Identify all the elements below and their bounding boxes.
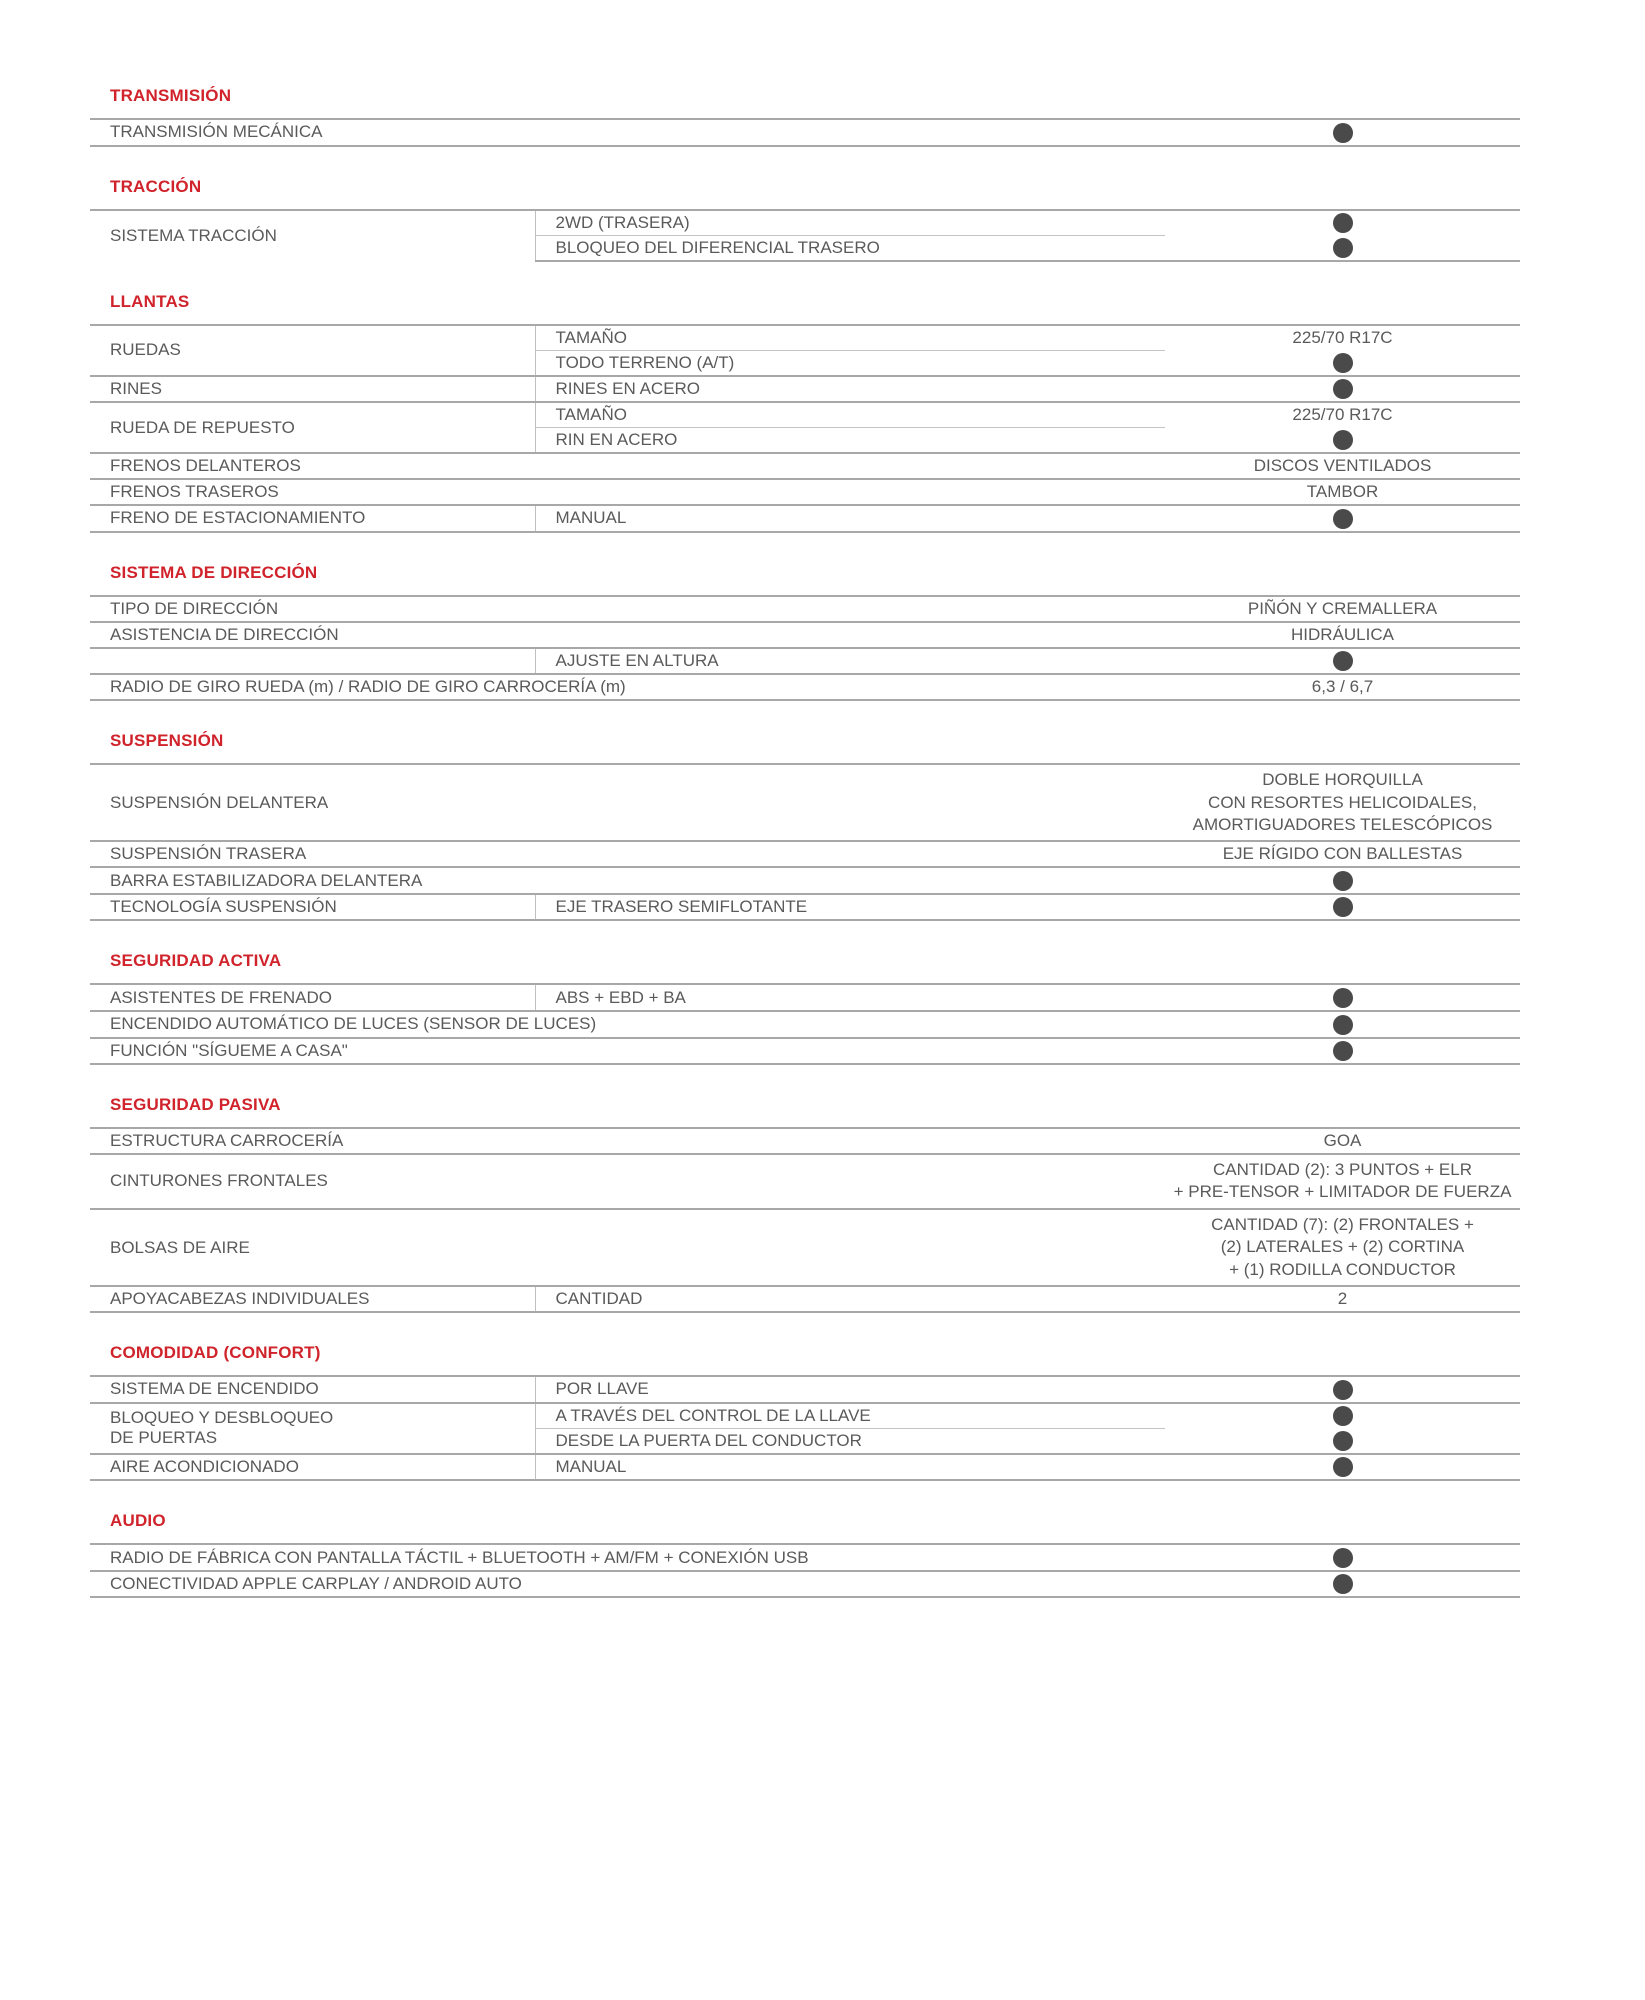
filled-circle-icon [1333,1015,1353,1035]
table-row [90,1571,1520,1598]
row-label: CONECTIVIDAD APPLE CARPLAY / ANDROID AUTO [90,1571,1165,1598]
table-row [90,325,1520,351]
row-label: AIRE ACONDICIONADO [90,1454,535,1481]
row-label: TRANSMISIÓN MECÁNICA [90,119,1165,146]
value-text: 6,3 / 6,7 [1311,677,1374,697]
row-value [1165,984,1520,1011]
row-value [1165,1403,1520,1429]
row-value [1165,894,1520,921]
row-label [90,648,535,675]
value-text: DISCOS VENTILADOS [1253,456,1432,476]
spec-table-sistema-de-direccion [90,595,1520,702]
row-label: TECNOLOGÍA SUSPENSIÓN [90,894,535,921]
filled-circle-icon [1333,1457,1353,1477]
spec-table-seguridad-activa [90,983,1520,1065]
row-sublabel: TAMAÑO [535,325,1165,351]
section-heading-audio: AUDIO [110,1511,166,1531]
row-label: ASISTENCIA DE DIRECCIÓN [90,622,1165,648]
table-row [90,376,1520,403]
row-value [1165,325,1520,351]
row-sublabel: 2WD (TRASERA) [535,210,1165,236]
row-label: BLOQUEO Y DESBLOQUEO DE PUERTAS [90,1403,535,1454]
filled-circle-icon [1333,238,1353,258]
value-text: 225/70 R17C [1292,327,1393,347]
filled-circle-icon [1333,897,1353,917]
filled-circle-icon [1333,1574,1353,1594]
spec-table-seguridad-pasiva [90,1127,1520,1313]
row-value [1165,376,1520,403]
row-sublabel: TODO TERRENO (A/T) [535,350,1165,376]
table-row [90,1286,1520,1312]
row-label: ASISTENTES DE FRENADO [90,984,535,1011]
row-label: RADIO DE GIRO RUEDA (m) / RADIO DE GIRO CARROCERÍA (m) [90,674,1165,700]
table-row [90,596,1520,622]
row-label: BARRA ESTABILIZADORA DELANTERA [90,867,1165,894]
row-label: SUSPENSIÓN DELANTERA [90,764,1165,841]
section-heading-wrap-comodidad-confort [0,1313,1645,1375]
table-row [90,1038,1520,1065]
section-heading-transmision: TRANSMISIÓN [110,86,232,105]
row-sublabel: RINES EN ACERO [535,376,1165,403]
row-label: CINTURONES FRONTALES [90,1154,1165,1209]
row-value [1165,1154,1520,1209]
table-row [90,210,1520,236]
value-line: + (1) RODILLA CONDUCTOR [1229,1259,1456,1279]
section-heading-suspension: SUSPENSIÓN [110,731,224,751]
spec-table-llantas [90,324,1520,533]
value-text: TAMBOR [1306,482,1379,502]
table-row [90,674,1520,700]
row-label: RUEDA DE REPUESTO [90,402,535,453]
row-label: TIPO DE DIRECCIÓN [90,596,1165,622]
section-heading-seguridad-activa: SEGURIDAD ACTIVA [110,951,282,971]
row-value [1165,622,1520,648]
section-heading-llantas: LLANTAS [110,291,190,311]
row-value [1165,1011,1520,1038]
row-sublabel: DESDE LA PUERTA DEL CONDUCTOR [535,1428,1165,1454]
section-heading-wrap-sistema-de-direccion [0,533,1645,595]
value-line: + PRE-TENSOR + LIMITADOR DE FUERZA [1173,1182,1512,1202]
table-row [90,1209,1520,1286]
section-heading-wrap-llantas [0,262,1645,324]
row-sublabel: MANUAL [535,1454,1165,1481]
row-value [1165,1376,1520,1403]
table-row [90,1544,1520,1571]
row-sublabel: A TRAVÉS DEL CONTROL DE LA LLAVE [535,1403,1165,1429]
table-row [90,1154,1520,1209]
row-label: RUEDAS [90,325,535,376]
row-label: RADIO DE FÁBRICA CON PANTALLA TÁCTIL + BLUETOOTH + AM/FM + CONEXIÓN USB [90,1544,1165,1571]
value-line: CANTIDAD (7): (2) FRONTALES + [1211,1214,1474,1234]
row-label: ESTRUCTURA CARROCERÍA [90,1128,1165,1154]
row-value [1165,453,1520,479]
row-sublabel: EJE TRASERO SEMIFLOTANTE [535,894,1165,921]
section-heading-traccion: TRACCIÓN [110,176,202,196]
filled-circle-icon [1333,379,1353,399]
section-heading-wrap-transmision [0,0,1645,118]
table-row [90,894,1520,921]
row-sublabel: CANTIDAD [535,1286,1165,1312]
spec-table-audio [90,1543,1520,1598]
table-row [90,622,1520,648]
section-heading-wrap-seguridad-pasiva [0,1065,1645,1127]
row-sublabel: MANUAL [535,505,1165,532]
row-label: FRENOS DELANTEROS [90,453,1165,479]
spec-table-suspension [90,763,1520,921]
value-text: 225/70 R17C [1292,405,1393,425]
filled-circle-icon [1333,509,1353,529]
section-heading-wrap-suspension [0,701,1645,763]
row-value [1165,596,1520,622]
row-value [1165,428,1520,454]
row-value [1165,1571,1520,1598]
row-sublabel: TAMAÑO [535,402,1165,428]
spec-table-traccion [90,209,1520,262]
value-text: HIDRÁULICA [1291,624,1394,644]
row-value [1165,867,1520,894]
row-value [1165,764,1520,841]
table-row [90,402,1520,428]
table-row [90,505,1520,532]
table-row [90,841,1520,867]
row-value [1165,479,1520,505]
row-label: RINES [90,376,535,403]
row-value [1165,1128,1520,1154]
row-value [1165,119,1520,146]
table-row [90,119,1520,146]
table-row [90,1403,1520,1429]
row-label: SISTEMA DE ENCENDIDO [90,1376,535,1403]
row-value [1165,235,1520,261]
value-line: CANTIDAD (2): 3 PUNTOS + ELR [1213,1160,1472,1180]
filled-circle-icon [1333,430,1353,450]
row-value [1165,1038,1520,1065]
filled-circle-icon [1333,1431,1353,1451]
value-line: DOBLE HORQUILLA [1262,770,1423,790]
row-value [1165,402,1520,428]
filled-circle-icon [1333,871,1353,891]
row-value [1165,674,1520,700]
row-value [1165,1544,1520,1571]
value-text: GOA [1323,1131,1362,1151]
table-row [90,479,1520,505]
row-sublabel: POR LLAVE [535,1376,1165,1403]
row-label: ENCENDIDO AUTOMÁTICO DE LUCES (SENSOR DE LUCES) [90,1011,1165,1038]
spec-table-transmision [90,118,1520,147]
filled-circle-icon [1333,1041,1353,1061]
value-line: (2) LATERALES + (2) CORTINA [1220,1237,1465,1257]
row-label: SISTEMA TRACCIÓN [90,210,535,261]
filled-circle-icon [1333,988,1353,1008]
filled-circle-icon [1333,1548,1353,1568]
row-sublabel: AJUSTE EN ALTURA [535,648,1165,675]
value-line: AMORTIGUADORES TELESCÓPICOS [1192,815,1493,834]
row-label: FRENO DE ESTACIONAMIENTO [90,505,535,532]
table-row [90,1454,1520,1481]
value-text: EJE RÍGIDO CON BALLESTAS [1222,844,1463,864]
table-row [90,453,1520,479]
row-value [1165,210,1520,236]
row-value [1165,1454,1520,1481]
table-row [90,648,1520,675]
section-heading-sistema-de-direccion: SISTEMA DE DIRECCIÓN [110,562,318,582]
row-label: SUSPENSIÓN TRASERA [90,841,1165,867]
row-sublabel: RIN EN ACERO [535,428,1165,454]
row-value [1165,505,1520,532]
value-text: PIÑÓN Y CREMALLERA [1247,598,1438,618]
row-label: FUNCIÓN "SÍGUEME A CASA" [90,1038,1165,1065]
table-row [90,764,1520,841]
row-label: APOYACABEZAS INDIVIDUALES [90,1286,535,1312]
spec-table-comodidad-confort [90,1375,1520,1481]
section-heading-wrap-audio [0,1481,1645,1543]
section-heading-wrap-seguridad-activa [0,921,1645,983]
table-row [90,867,1520,894]
row-value [1165,1209,1520,1286]
row-sublabel: BLOQUEO DEL DIFERENCIAL TRASERO [535,235,1165,261]
row-sublabel: ABS + EBD + BA [535,984,1165,1011]
row-value [1165,1286,1520,1312]
row-value [1165,350,1520,376]
filled-circle-icon [1333,651,1353,671]
value-line: CON RESORTES HELICOIDALES, [1208,792,1477,812]
section-heading-wrap-traccion [0,147,1645,209]
table-row [90,1011,1520,1038]
filled-circle-icon [1333,353,1353,373]
table-row [90,1128,1520,1154]
value-text: 2 [1337,1289,1348,1309]
filled-circle-icon [1333,123,1353,143]
row-value [1165,841,1520,867]
row-label: FRENOS TRASEROS [90,479,1165,505]
row-label: BOLSAS DE AIRE [90,1209,1165,1286]
filled-circle-icon [1333,1380,1353,1400]
row-value [1165,648,1520,675]
table-row [90,1376,1520,1403]
filled-circle-icon [1333,213,1353,233]
section-heading-seguridad-pasiva: SEGURIDAD PASIVA [110,1095,281,1115]
table-row [90,984,1520,1011]
row-value [1165,1428,1520,1454]
section-heading-comodidad-confort: COMODIDAD (CONFORT) [110,1343,321,1363]
filled-circle-icon [1333,1406,1353,1426]
